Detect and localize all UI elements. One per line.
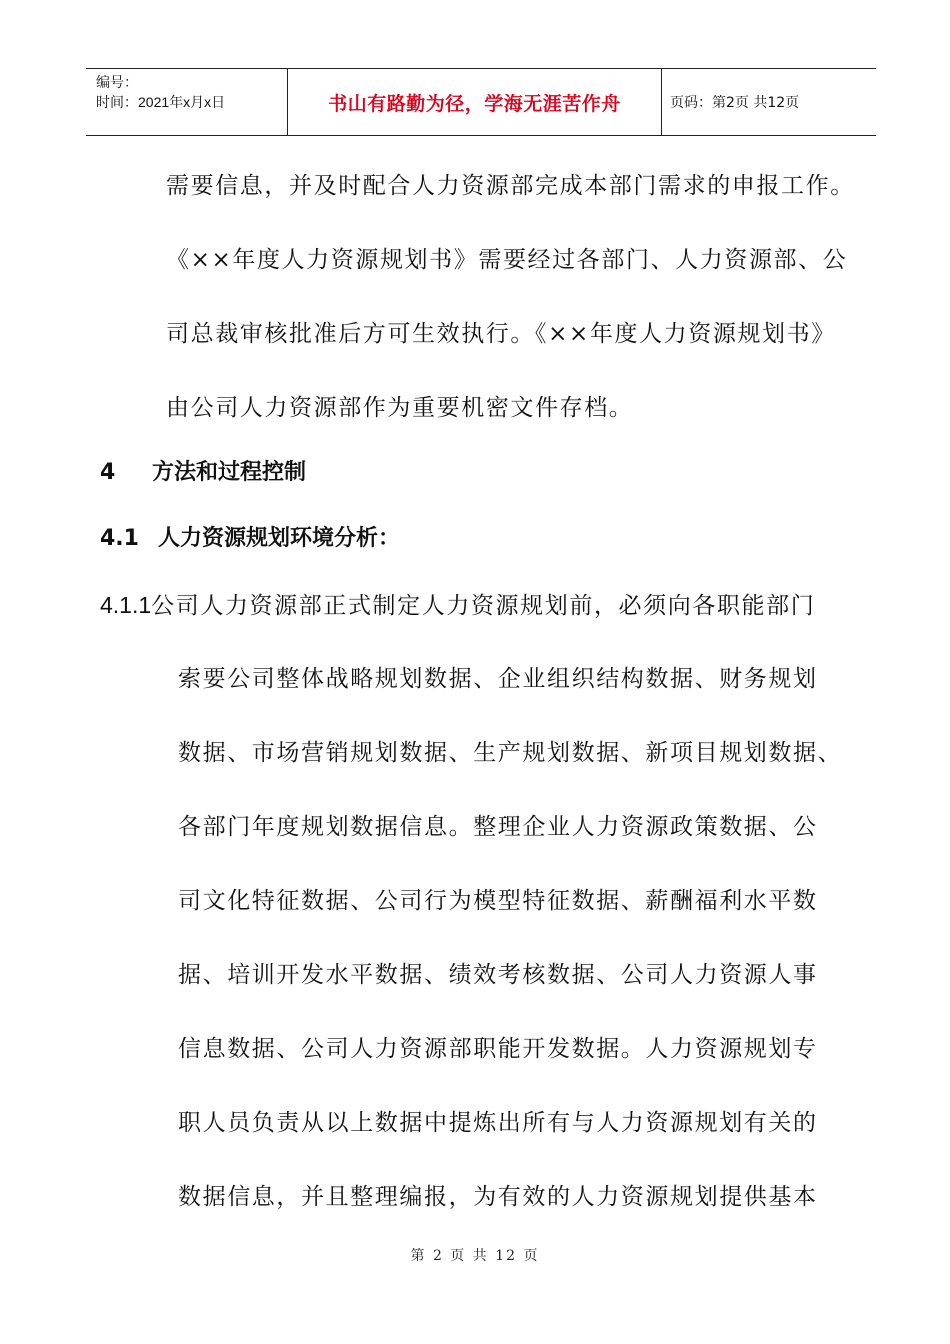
body-line: 《××年度人力资源规划书》需要经过各部门、人力资源部、公 <box>166 247 848 273</box>
body-line: 各部门年度规划数据信息。整理企业人力资源政策数据、公 <box>178 814 818 840</box>
body-line: 索要公司整体战略规划数据、企业组织结构数据、财务规划 <box>178 666 818 692</box>
section-title: 方法和过程控制 <box>152 460 307 485</box>
body-line: 司文化特征数据、公司行为模型特征数据、薪酬福利水平数 <box>178 888 818 914</box>
section-heading-4-1 <box>100 524 400 554</box>
header-motto: 书山有路勤为径，学海无涯苦作舟 <box>328 92 621 115</box>
body-line: 信息数据、公司人力资源部职能开发数据。人力资源规划专 <box>178 1036 818 1062</box>
body-line: 数据、市场营销规划数据、生产规划数据、新项目规划数据、 <box>178 740 843 766</box>
header-meta-cell <box>86 69 288 135</box>
header-page-info: 页码：第2页 共12页 <box>670 95 800 111</box>
header-motto-cell <box>288 69 662 135</box>
document-number-label: 编号： <box>96 74 138 90</box>
section-number: 4 <box>100 460 116 485</box>
page-header <box>86 68 876 136</box>
body-line: 职人员负责从以上数据中提炼出所有与人力资源规划有关的 <box>178 1110 818 1136</box>
body-line: 需要信息，并及时配合人力资源部完成本部门需求的申报工作。 <box>166 173 855 199</box>
body-line: 司总裁审核批准后方可生效执行。《××年度人力资源规划书》 <box>166 321 836 347</box>
paragraph-4-1-1-first-line <box>100 590 815 621</box>
section-number: 4.1 <box>100 526 139 551</box>
paragraph-number: 4.1.1 <box>100 592 152 618</box>
body-line: 数据信息，并且整理编报，为有效的人力资源规划提供基本 <box>178 1184 818 1210</box>
body-line: 由公司人力资源部作为重要机密文件存档。 <box>166 395 634 421</box>
page-footer: 第 2 页 共 12 页 <box>410 1248 540 1264</box>
section-title: 人力资源规划环境分析： <box>158 526 401 551</box>
paragraph-text: 公司人力资源部正式制定人力资源规划前，必须向各职能部门 <box>151 593 816 619</box>
header-page-cell <box>662 69 876 135</box>
section-heading-4 <box>100 458 306 488</box>
body-line: 据、培训开发水平数据、绩效考核数据、公司人力资源人事 <box>178 962 818 988</box>
document-time-label: 时间：2021年x月x日 <box>96 94 226 110</box>
